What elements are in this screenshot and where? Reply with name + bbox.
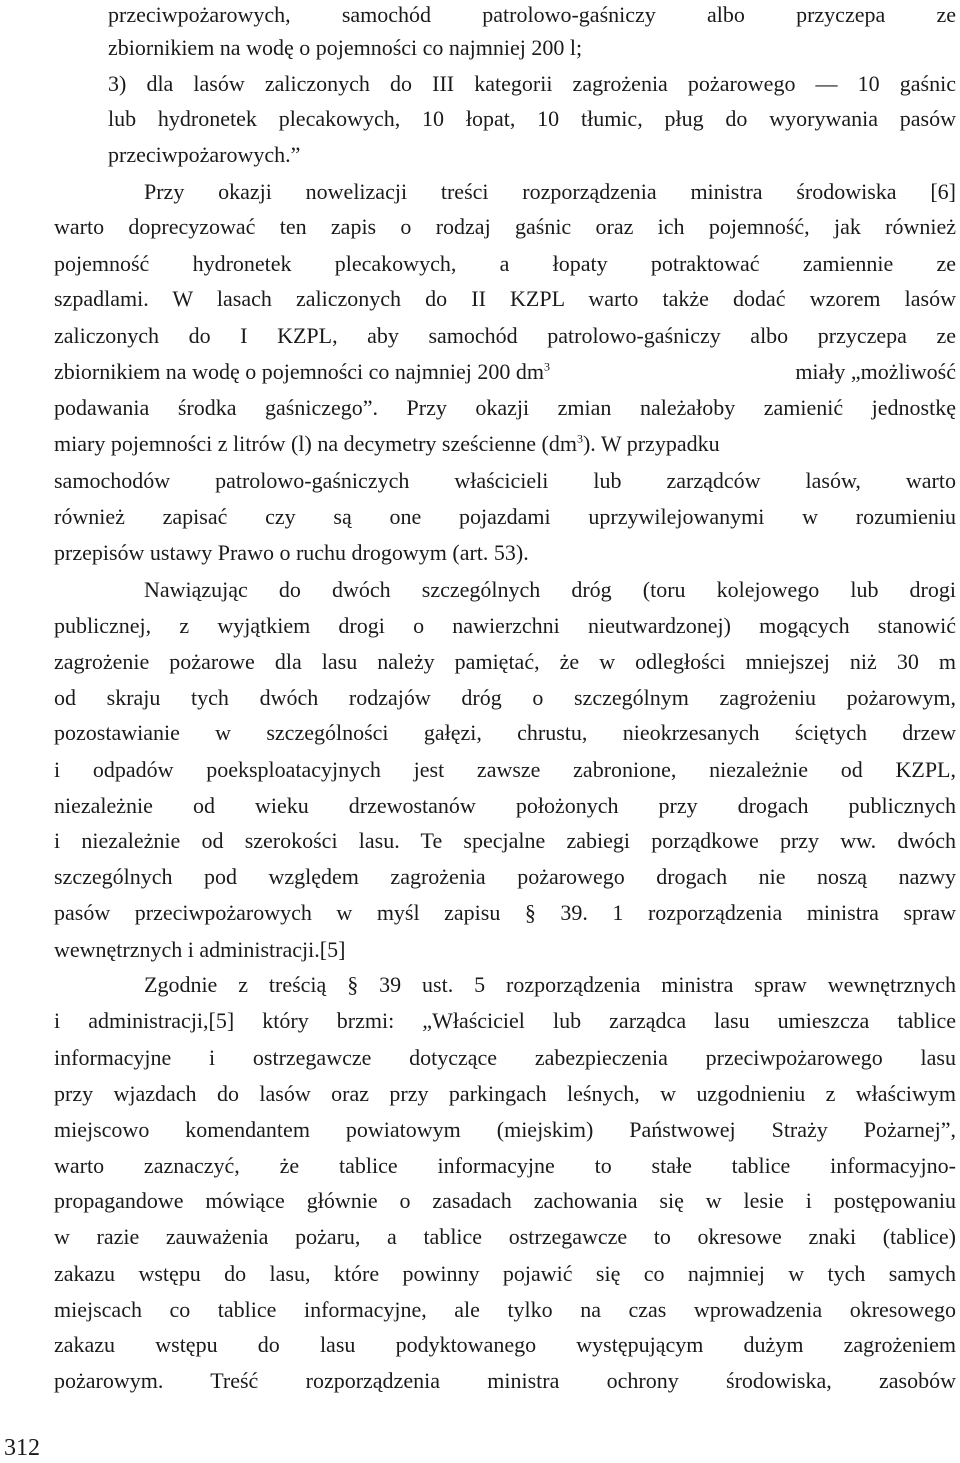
text-line: i odpadów poeksploatacyjnych jest zawsze zabronione, niezależnie od KZPL, bbox=[54, 757, 956, 782]
text-line: zagrożenie pożarowe dla lasu należy pamiętać, że w odległości mniejszej niż 30 m bbox=[54, 649, 956, 674]
text-line: warto zaznaczyć, że tablice informacyjne to stałe tablice informacyjno- bbox=[54, 1153, 956, 1178]
text-line: podawania środka gaśniczego”. Przy okazji zmian należałoby zamienić jednostkę bbox=[54, 395, 956, 420]
text-line: zbiornikiem na wodę o pojemności co najmniej 200 l; bbox=[108, 35, 583, 60]
superscript: 3 bbox=[544, 359, 551, 374]
text-line: w razie zauważenia pożaru, a tablice ostrzegawcze to okresowe znaki (tablice) bbox=[54, 1224, 956, 1249]
text-line: zakazu wstępu do lasu podyktowanego występującym dużym zagrożeniem bbox=[54, 1332, 956, 1357]
text-line bbox=[54, 357, 956, 387]
text-line: lub hydronetek plecakowych, 10 łopat, 10 tłumic, pług do wyorywania pasów bbox=[108, 106, 956, 131]
text-line: pozostawianie w szczególności gałęzi, chrustu, nieokrzesanych ściętych drzew bbox=[54, 720, 956, 745]
text-line: pojemność hydronetek plecakowych, a łopaty potraktować zamiennie ze bbox=[54, 251, 956, 276]
text-line: publicznej, z wyjątkiem drogi o nawierzchni nieutwardzonej) mogących stanowić bbox=[54, 613, 956, 638]
text-line: pożarowym. Treść rozporządzenia ministra ochrony środowiska, zasobów bbox=[54, 1368, 956, 1393]
text-line: miejscach co tablice informacyjne, ale tylko na czas wprowadzenia okresowego bbox=[54, 1297, 956, 1322]
text-line: Zgodnie z treścią § 39 ust. 5 rozporządzenia ministra spraw wewnętrznych bbox=[144, 972, 956, 997]
text-line: warto doprecyzować ten zapis o rodzaj gaśnic oraz ich pojemność, jak również bbox=[54, 214, 956, 239]
text-line: 3) dla lasów zaliczonych do III kategorii zagrożenia pożarowego — 10 gaśnic bbox=[108, 71, 956, 96]
text-line: zaliczonych do I KZPL, aby samochód patrolowo-gaśniczy albo przyczepa ze bbox=[54, 323, 956, 348]
text-fragment: miały „możliwość bbox=[795, 359, 956, 384]
text-line: wewnętrznych i administracji.[5] bbox=[54, 937, 346, 962]
text-line: przeciwpożarowych.” bbox=[108, 142, 301, 167]
text-line: przepisów ustawy Prawo o ruchu drogowym (art. 53). bbox=[54, 540, 529, 565]
text-line: i niezależnie od szerokości lasu. Te specjalne zabiegi porządkowe przy ww. dwóch bbox=[54, 828, 956, 853]
superscript: 3 bbox=[576, 431, 583, 446]
text-fragment: ). W przypadku bbox=[582, 431, 720, 456]
text-fragment: zbiornikiem na wodę o pojemności co najmniej 200 dm bbox=[54, 359, 545, 384]
text-line bbox=[54, 429, 956, 459]
text-line: szczególnych pod względem zagrożenia pożarowego drogach nie noszą nazwy bbox=[54, 864, 956, 889]
text-line: zakazu wstępu do lasu, które powinny pojawić się co najmniej w tych samych bbox=[54, 1261, 956, 1286]
text-line: Nawiązując do dwóch szczególnych dróg (toru kolejowego lub drogi bbox=[144, 577, 956, 602]
text-line: Przy okazji nowelizacji treści rozporządzenia ministra środowiska [6] bbox=[144, 179, 956, 204]
text-line: niezależnie od wieku drzewostanów położonych przy drogach publicznych bbox=[54, 793, 956, 818]
text-line: propagandowe mówiące głównie o zasadach zachowania się w lesie i postępowaniu bbox=[54, 1188, 956, 1213]
text-line: i administracji,[5] który brzmi: „Właściciel lub zarządca lasu umieszcza tablice bbox=[54, 1008, 956, 1033]
text-fragment: miary pojemności z litrów (l) na decymetry sześcienne (dm bbox=[54, 431, 577, 456]
text-line: przy wjazdach do lasów oraz przy parkingach leśnych, w uzgodnieniu z właściwym bbox=[54, 1081, 956, 1106]
text-line: również zapisać czy są one pojazdami uprzywilejowanymi w rozumieniu bbox=[54, 504, 956, 529]
text-line: miejscowo komendantem powiatowym (miejskim) Państwowej Straży Pożarnej”, bbox=[54, 1117, 956, 1142]
text-line: szpadlami. W lasach zaliczonych do II KZPL warto także dodać wzorem lasów bbox=[54, 286, 956, 311]
text-line: przeciwpożarowych, samochód patrolowo-gaśniczy albo przyczepa ze bbox=[108, 2, 956, 27]
page-number: 312 bbox=[4, 1435, 40, 1461]
text-line: samochodów patrolowo-gaśniczych właścicieli lub zarządców lasów, warto bbox=[54, 468, 956, 493]
text-line: pasów przeciwpożarowych w myśl zapisu § 39. 1 rozporządzenia ministra spraw bbox=[54, 900, 956, 925]
text-line: informacyjne i ostrzegawcze dotyczące zabezpieczenia przeciwpożarowego lasu bbox=[54, 1045, 956, 1070]
text-line: od skraju tych dwóch rodzajów dróg o szczególnym zagrożeniu pożarowym, bbox=[54, 685, 956, 710]
